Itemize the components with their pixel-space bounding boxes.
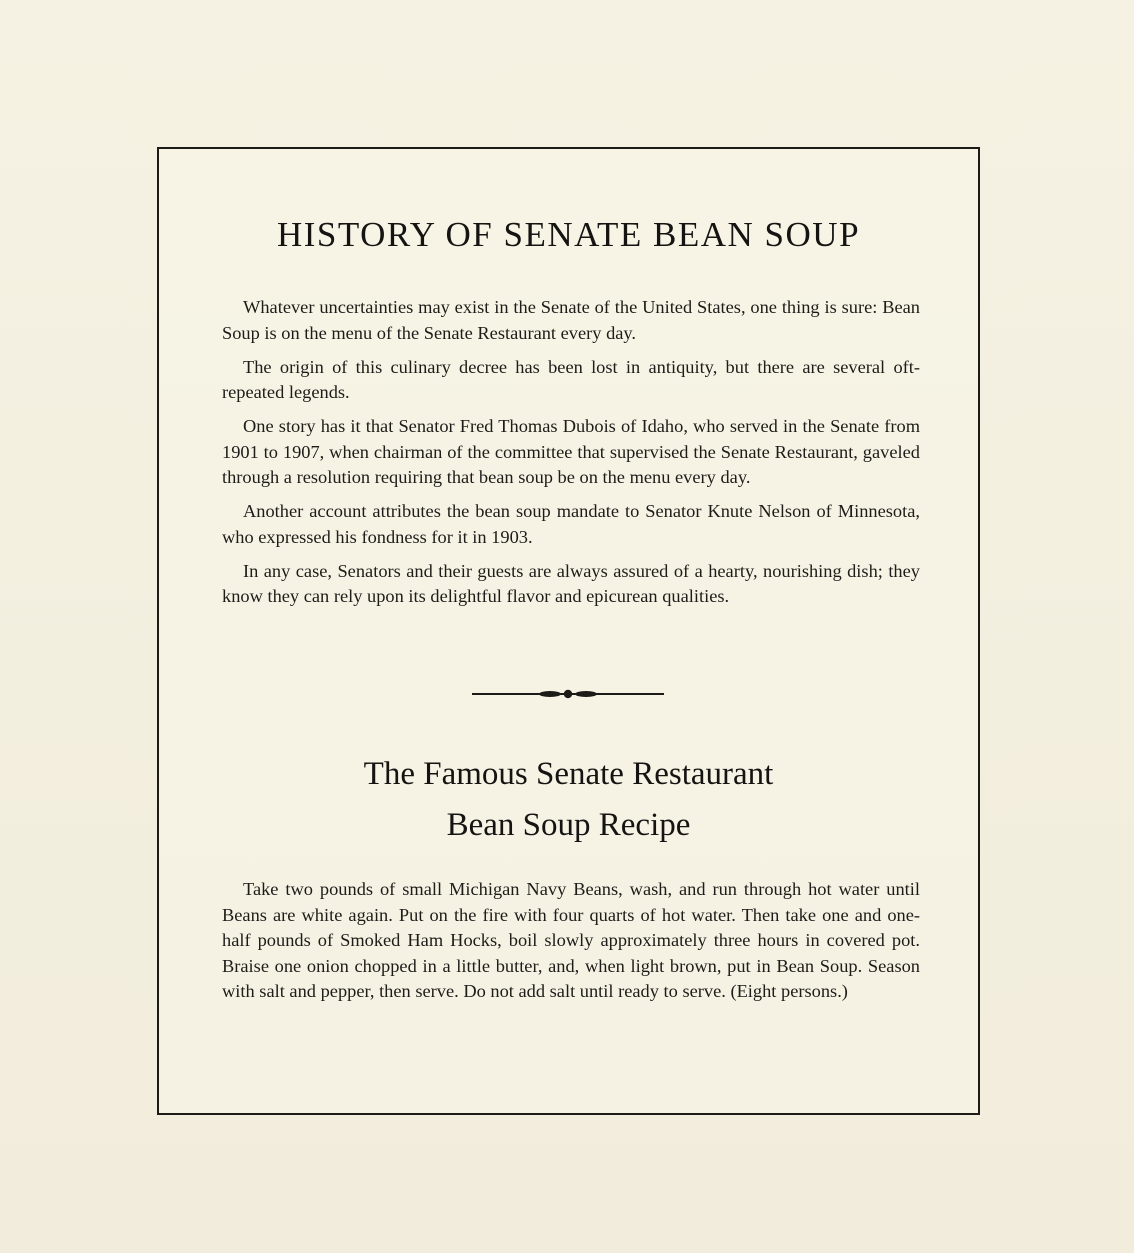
- recipe-title-line-2: Bean Soup Recipe: [446, 807, 691, 843]
- history-body: [222, 295, 920, 610]
- history-paragraph-5: In any case, Senators and their guests are always assured of a hearty, nourishing dish; they know they can rely upon its delightful flavor and epicurean qualities.: [222, 560, 920, 606]
- history-paragraph-4: Another account attributes the bean soup mandate to Senator Knute Nelson of Minnesota, who expressed his fondness for it in 1903.: [222, 501, 920, 547]
- recipe-title-line-1: The Famous Senate Restaurant: [363, 756, 774, 792]
- history-title: HISTORY OF SENATE BEAN SOUP: [276, 215, 861, 254]
- recipe-title: [159, 749, 978, 851]
- recipe-instructions: Take two pounds of small Michigan Navy Beans, wash, and run through hot water until Beans are white again. Put on the fire with four quarts of hot water. Then take one and one-half pounds of Smoked Ham Hocks, boil slowly approximately three hours in covered pot. Braise one onion chopped in a little butter, and, when light brown, put in Bean Soup. Season with salt and pepper, then serve. Do not add salt until ready to serve. (Eight persons.): [222, 879, 920, 1001]
- ornamental-divider: [472, 687, 664, 701]
- history-paragraph-1: Whatever uncertainties may exist in the Senate of the United States, one thing is sure: Bean Soup is on the menu of the Senate Restaurant every day.: [222, 297, 920, 343]
- document-frame: [157, 147, 980, 1115]
- history-paragraph-3: One story has it that Senator Fred Thomas Dubois of Idaho, who served in the Senate from 1901 to 1907, when chairman of the committee that supervised the Senate Restaurant, gaveled through a resolution requiring that bean soup be on the menu every day.: [222, 416, 920, 487]
- history-paragraph-2: The origin of this culinary decree has been lost in antiquity, but there are several oft-repeated legends.: [222, 356, 920, 402]
- recipe-body: [222, 877, 920, 1005]
